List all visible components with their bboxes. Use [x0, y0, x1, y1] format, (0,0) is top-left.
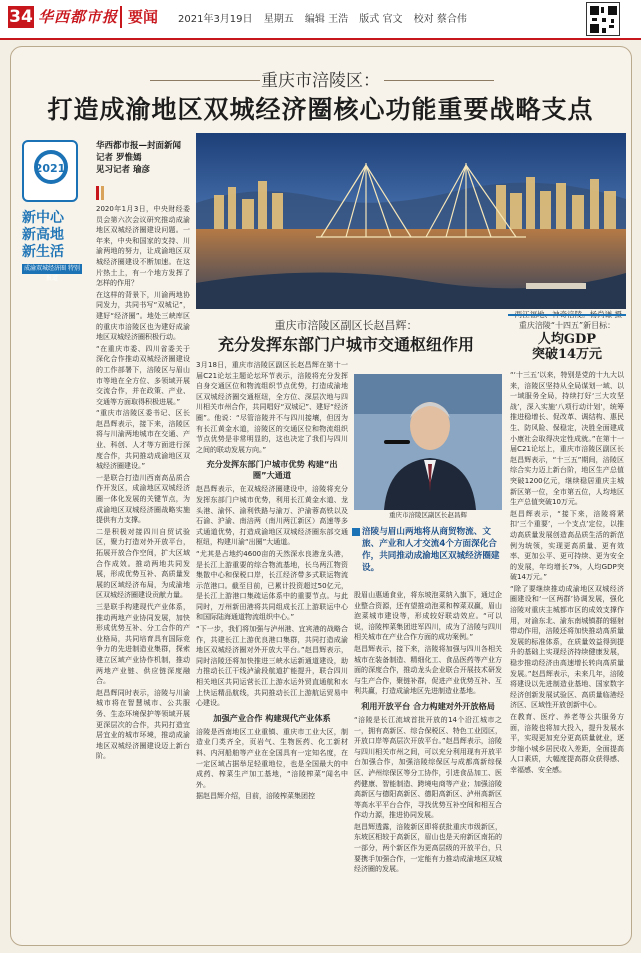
lead-article-column — [96, 204, 190, 938]
interview-column-1 — [196, 360, 348, 940]
slogan-line: 新中心 — [22, 210, 64, 226]
lead-paragraph: 一是联合打造川西南高品质合作开发区，成渝地区双城经济圈一体化发展的关键节点，为成渝地区双城经济圈战略实施提供有力支撑。 — [96, 473, 190, 525]
interview-paragraph: “下一步，我们将加强与泸州港、宜宾港的战略合作，共建长江上游优良港口集群，共同打造成渝地区双城经济圈对外开放大平台。”赵昌辉表示，同时涪陵还将加快推进三峡水运新通道建设，助力推动长江干线泸渝段航道扩能提升，联合四川相关地区共同运营长江上游水运外贸直通航和水上快运精品航线，共同推动长江上游航运贸易中心建设。 — [196, 625, 348, 708]
sidebar-paragraph: 赵昌辉表示，“接下来，涪陵将紧扣‘三个重要’，一个支点’定位，以推动高质量发展创造高品质生活的新范例为统领，实现更高质量、更有效率、更加公平、更可持续、更为安全的发展，年均增长7%，人均GDP突破14万元。” — [510, 509, 624, 582]
editor-credit: 编辑 王浩 — [304, 14, 349, 25]
interview-paragraph: 赵昌辉表示，在双城经济圈建设中，涪陵将充分发挥东部门户城市优势，利用长江黄金水道、龙头港、渝怀、渝利铁路与渝万、沪渝蓉高铁以及石渝、沪渝、南涪两（南川两江新区）高速等多式通道优势，打造成渝地区双城经济圈东部交通枢纽，构建川渝“出圈”大通道。 — [196, 485, 348, 547]
sidebar-story-headline — [508, 332, 626, 362]
interview-subhead: 利用开放平台 合力构建对外开放格局 — [361, 700, 495, 711]
city-skyline-image — [196, 133, 626, 309]
dateline — [178, 10, 475, 25]
page-number: 34 — [9, 7, 33, 27]
slogan-line: 新高地 — [22, 227, 64, 243]
sidebar-paragraph: “‘十三五’以来，特别是党的十九大以来，涪陵区坚持从全局谋划一域、以一域服务全局，持续打好‘三大攻坚战’，深入实施‘八项行动计划’，统筹推进稳增长、促改革、调结构、惠民生、防风险、保稳定，决胜全面建成小康社会取得决定性成就。”在第十一届C21论坛上，重庆市涪陵区副区长赵昌辉表示，“十三五”期间，涪陵区综合实力迈上新台阶，地区生产总值突破1200亿元，继续稳居重庆主城新区第一位，全市第五位，人均地区生产总值突破10万元。 — [510, 371, 624, 507]
series-logo — [22, 140, 78, 202]
section-label: 要闻 — [120, 6, 158, 28]
interview-paragraph: 涪陵是西南地区工业重镇、重庆市工业大区，制造业门类齐全，页岩气、生物医药、化工新材料、内河船舶等产业在全国具有一定知名度，在一定区域占据举足轻重地位，也是全国最大的中成药、榨菜生产加工基地，“涪陵榨菜”闻名中外。 — [196, 727, 348, 789]
lead-paragraph: 三是联手构建现代产业体系，推动两地产业协同发展，加快形成优势互补、分工合作的产业格局，共同培育具有国际竞争力的先进制造业集群，探索建立区域产业协作机制，推动两地产业链、供应链深度融合。 — [96, 602, 190, 686]
issue-date: 2021年3月19日 — [178, 14, 253, 25]
pullquote-marker — [352, 528, 360, 536]
sidebar-paragraph: 在教育、医疗、养老等公共服务方面，涪陵也将加大投入，提升发展水平，实现更加充分更高质量就业，逐步缩小城乡居民收入差距，全面提高人口素质，大幅度提高群众获得感、幸福感、安全感。 — [510, 713, 624, 774]
proofreader-credit: 校对 蔡合伟 — [413, 14, 467, 25]
lead-paragraph: 赵昌辉同时表示，涪陵与川渝城市将在智慧城市、公共服务、生态环境保护等领域开展更深层次的合作，共同打造宜居宜业的城市环境，推动成渝地区双城经济圈建设迈上新台阶。 — [96, 688, 190, 761]
lead-paragraph: 二是积极对接四川自贸试验区，聚力打造对外开放平台，拓展开放合作空间，扩大区域合作成效。推动两地共同发展，形成优势互补、高质量发展的区域经济布局，为成渝地区双城经济圈建设贡献力量。 — [96, 527, 190, 600]
qr-code[interactable] — [586, 2, 620, 36]
lead-paragraph: 在这样的背景下，川渝两地协同发力，共同书写“双城记”，建好“经济圈”。地处三峡库区的重庆市涪陵区也为建好成渝地区双城经济圈积极行动。 — [96, 290, 190, 342]
city-photo — [196, 133, 626, 309]
interview-paragraph: 赵昌辉表示，接下来，涪陵将加强与四川各相关城市在装备制造、精细化工、食品医药等产业方面的深度合作，推动龙头企业联合开展技术研发与生产合作，聚链补群，促进产业优势互补、互利共赢，打造成渝地区先进制造业基地。 — [354, 644, 502, 696]
interview-paragraph: 据赵昌辉介绍，目前，涪陵榨菜集团控 — [196, 792, 315, 801]
byline-line: 华西都市报—封面新闻 — [96, 141, 182, 151]
sidebar-headline-line: 人均GDP — [537, 332, 597, 347]
main-kicker: 重庆市涪陵区： — [261, 71, 380, 91]
lead-paragraph: 2020年1月3日，中央财经委员会第六次会议研究推动成渝地区双城经济圈建设问题。一年来，中央和国家的支持、川渝两地的努力，让成渝地区双城经济圈建设不断加速。在这片热土上，有一个地方发挥了怎样的作用？ — [96, 205, 190, 288]
byline — [96, 140, 186, 176]
byline-line: 记者 罗惟嫣 — [96, 153, 142, 163]
interview-paragraph: 3月18日，重庆市涪陵区副区长赵昌辉在第十一届C21论坛主题论坛环节表示，涪陵将充分发挥自身交通区位和物流组织节点优势，打造成渝地区双城经济圈交通枢纽，全方位、深层次地与四川相关市州合作，共同唱好“双城记”、建好“经济圈”。他说：“尽管涪陵并不与四川接壤，但因为有长江黄金水道，涪陵区的交通区位和物流组织节点优势是非常明显的，这也决定了我们与四川之间的联动发展方向。” — [196, 361, 348, 454]
sidebar-story-column — [510, 370, 624, 940]
photo-caption: 两江福地、神奇涪陵。杨尚谦 摄 — [514, 310, 622, 319]
masthead: 华西都市报 — [38, 8, 119, 26]
lede-marker-accent — [101, 186, 104, 200]
portrait-caption: 重庆市涪陵区副区长赵昌辉 — [389, 511, 467, 519]
pullquote: 涪陵与眉山两地将从商贸物流、文旅、产业和人才交流4个方面深化合作，共同推动成渝地区双城经济圈建设。 — [362, 527, 500, 573]
interview-paragraph: 赵昌辉透露，涪陵新区即将获批重庆市级新区，东坡区相较于高新区，眉山也是天府新区南拓的一部分，两个新区作为更高层级的开放平台，只要携手加强合作，一定能有力推动成渝地区双城经济圈的发展。 — [354, 822, 502, 874]
speaker-photo — [354, 374, 502, 510]
page-header — [0, 0, 641, 40]
sidebar-headline-line: 突破14万元 — [531, 347, 603, 362]
series-banner: 成渝双城经济圈 特别报道 — [22, 264, 82, 274]
issue-weekday: 星期五 — [263, 14, 294, 25]
speaker-portrait — [354, 374, 502, 510]
interview-paragraph: 股眉山惠通食业，将东坡泡菜纳入旗下，通过企业整合资源，还有望推动泡菜和榨菜双赢，眉山泡菜城市建设等，形成较好联动效应。“可以说，涪陵榨菜集团进军四川，成为了涪陵与四川相关城市在产业合作方面的成功案例。” — [354, 591, 502, 642]
sidebar-story-kicker: 重庆涪陵“十四五”新目标： — [518, 321, 616, 330]
sidebar-paragraph: “除了要继续推动成渝地区双城经济圈建设和‘一区两群’协调发展，强化涪陵对重庆主城都市区的成效支撑作用，对渝东北、渝东南城镇群的辐射带动作用，涪陵还将加快推动高质量发展的标准体系，在质量效益得到提升的基础上实现经济持续健康发展，稳步推动经济由高速增长转向高质量发展。”赵昌辉表示，未来几年，涪陵将建设以先进制造业基地、国家数字经济创新发展试验区、高质量临港经济区、区域性开放创新中心。 — [510, 584, 624, 710]
lead-paragraph: “重庆市涪陵区委书记、区长赵昌辉表示，接下来，涪陵区将与川渝两地城市在交通、产业、科创、人才等方面进行深度合作，共同推动成渝地区双城经济圈建设。” — [96, 409, 190, 471]
interview-column-2 — [354, 590, 502, 940]
lead-paragraph: “在重庆市委、四川省委关于深化合作推动双城经济圈建设的工作部署下，涪陵区与眉山市等地在全方位、多领域开展交流合作，并在政策、产业、交通等方面取得积极进展。” — [96, 344, 190, 406]
interview-subhead: 充分发挥东部门户城市优势 构建“出圈”大通道 — [206, 459, 338, 481]
slogan-line: 新生活 — [22, 244, 64, 260]
interview-subhead: 加强产业合作 构建现代产业体系 — [213, 712, 331, 723]
byline-line: 见习记者 瑜彦 — [96, 165, 150, 175]
logo-text: 2021 — [34, 162, 66, 175]
main-headline: 打造成渝地区双城经济圈核心功能重要战略支点 — [47, 95, 594, 124]
series-slogan — [22, 210, 82, 261]
designer-credit: 版式 官文 — [359, 14, 403, 25]
interview-headline: 充分发挥东部门户城市交通枢纽作用 — [217, 335, 474, 354]
interview-paragraph: “涪陵是长江流域首批开放的14个沿江城市之一，拥有高新区、综合保税区、特色工业园区，开放口岸等高层次开放平台。”赵昌辉表示，涪陵与四川相关市州之间，可以充分利用现有开放平台加强合作，加强涪陵综保区与成都高新综保区、泸州综保区等分工协作，引进食品加工、医药健康、智能制造、跨境电商等产业；加强涪陵高新区与德阳高新区、德阳高新区、泸州高新区等高水平平台合作，寻找优势互补空间和相互合作动力源，推进协同发展。 — [354, 715, 502, 820]
interview-kicker: 重庆市涪陵区副区长赵昌辉： — [274, 319, 418, 332]
interview-paragraph: “尤其是占地约4600亩的天然深水良港龙头港，是长江上游重要的综合物流基地，长乌两江物资集散中心和保税口岸，长江经济带多式联运物流示范港口。截至目前，已累计投资超过50亿元，是长江上游港口集疏运体系中的重要节点。与此同时，万州新田港将共同组成长江上游联运中心和国际陆海通道物流组织中心。” — [196, 549, 348, 622]
lede-marker — [96, 186, 99, 200]
